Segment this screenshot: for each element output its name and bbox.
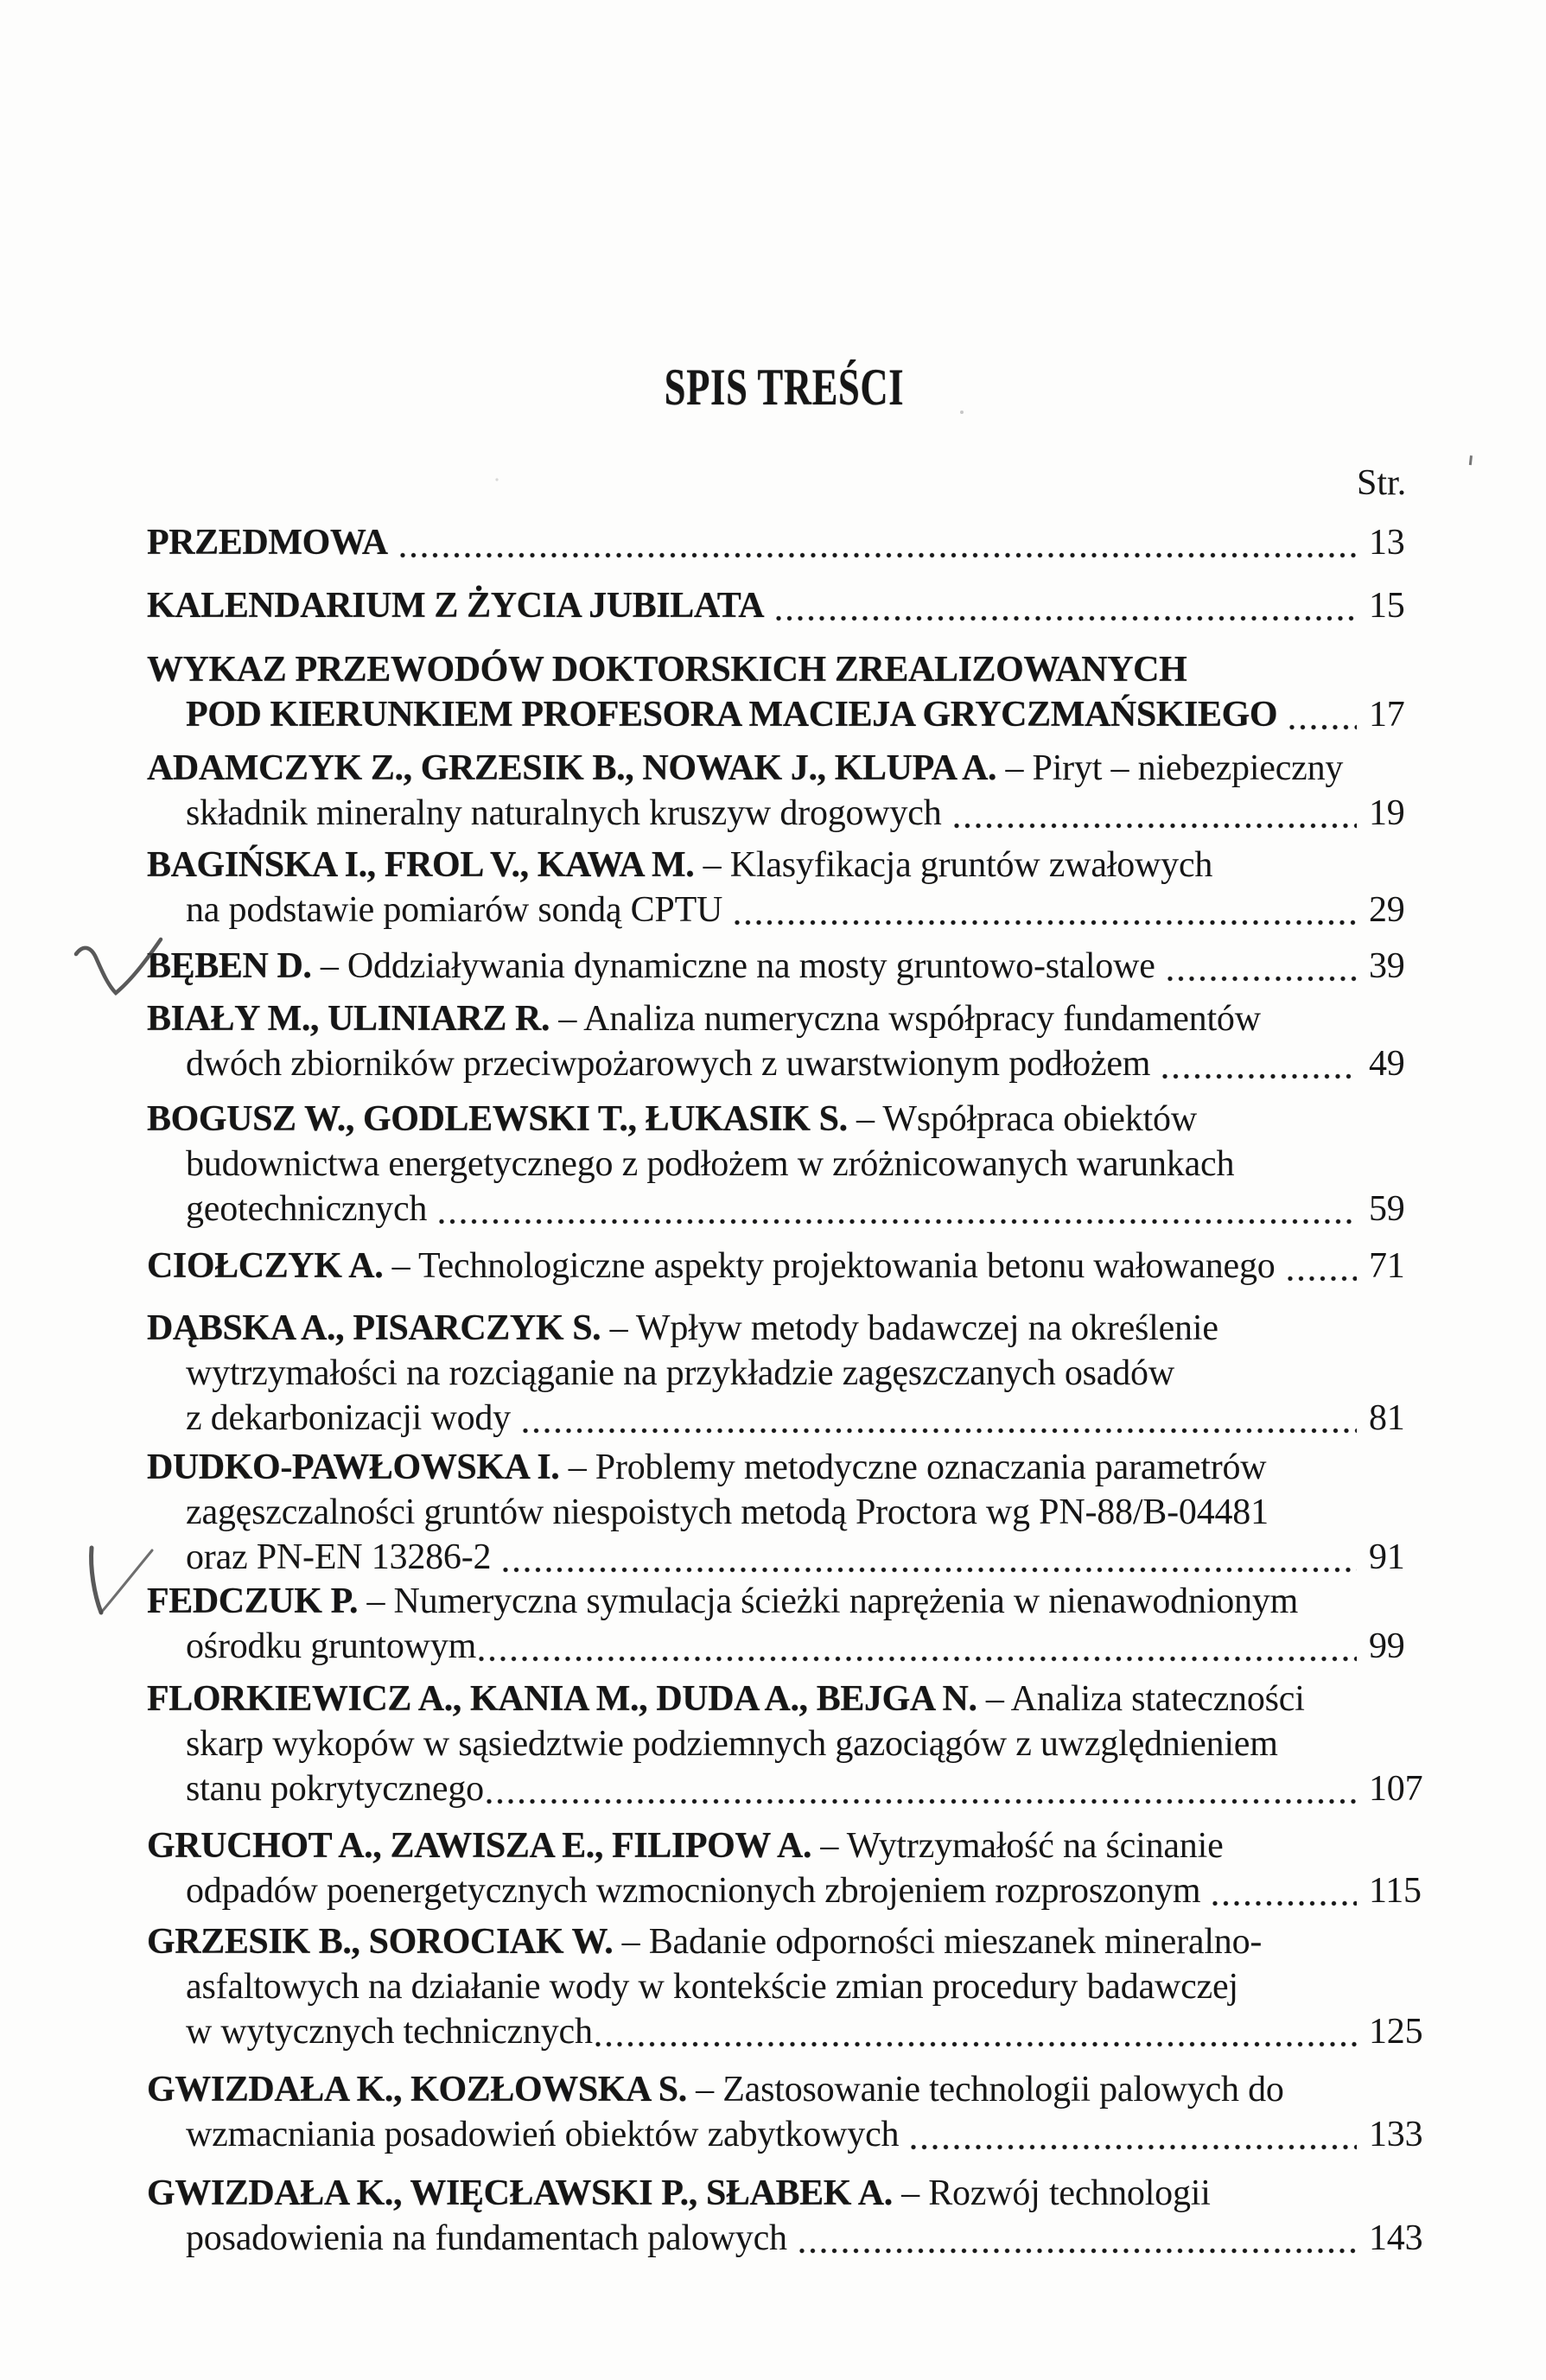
dot-leader: [522, 1427, 1357, 1435]
toc-entry: [147, 1677, 1429, 1811]
entry-text: [147, 1099, 1197, 1139]
entry-title-text: – Oddziaływania dynamiczne na mosty gruntowo-stalowe: [311, 946, 1155, 986]
page-title: SPIS TREŚCI: [664, 359, 905, 416]
toc-entry: [147, 1579, 1429, 1669]
entry-line: [147, 944, 1429, 989]
entry-line: [147, 1306, 1429, 1351]
entry-text: [147, 1922, 1262, 1962]
entry-title-text: dwóch zbiorników przeciwpożarowych z uwarstwionym podłożem: [186, 1044, 1151, 1084]
entry-text: [186, 1766, 484, 1811]
dot-leader: [1161, 1072, 1357, 1080]
entry-line: [147, 1097, 1429, 1142]
entry-authors: GRUCHOT A., ZAWISZA E., FILIPOW A.: [147, 1826, 812, 1866]
entry-text: [147, 650, 1187, 690]
entry-text: [186, 1868, 1200, 1913]
entry-title-text: – Analiza numeryczna współpracy fundamentów: [550, 999, 1261, 1039]
entry-line: [147, 888, 1429, 932]
dot-leader: [502, 1566, 1357, 1574]
entry-title-text: – Współpraca obiektów: [847, 1099, 1197, 1139]
entry-line: [147, 2216, 1429, 2261]
toc-entry: [147, 1306, 1429, 1441]
entry-authors: DĄBSKA A., PISARCZYK S.: [147, 1308, 601, 1348]
entry-authors: BIAŁY M., ULINIARZ R.: [147, 999, 550, 1039]
entry-text: [147, 2070, 1284, 2110]
entry-line: [147, 843, 1429, 888]
toc-entry: [147, 1823, 1429, 1913]
toc-entry: [147, 2067, 1429, 2157]
entry-title-text: budownictwa energetycznego z podłożem w zróżnicowanych warunkach: [186, 1144, 1235, 1184]
entry-text: [186, 692, 1277, 737]
entry-line: [147, 1041, 1429, 1086]
entry-line: [147, 791, 1429, 836]
entry-line: [147, 1351, 1429, 1396]
toc-entry: [147, 996, 1429, 1086]
dot-leader: [1288, 723, 1357, 731]
entry-title-text: oraz PN-EN 13286-2: [186, 1537, 492, 1577]
entry-text: [147, 2173, 1211, 2213]
entry-text: [147, 845, 1212, 885]
entry-title-text: wytrzymałości na rozciąganie na przykładzie zagęszczanych osadów: [186, 1353, 1174, 1393]
dot-leader: [953, 822, 1357, 830]
entry-line: [147, 692, 1429, 737]
entry-line: [147, 647, 1429, 692]
entry-text: [186, 1187, 427, 1231]
handwritten-checkmark-2: [92, 1548, 101, 1613]
entry-title-text: – Numeryczna symulacja ścieżki naprężenia w nienawodnionym: [358, 1581, 1299, 1621]
entry-text: [186, 1967, 1238, 2007]
entry-line: [147, 2067, 1429, 2112]
page-number: 13: [1369, 523, 1405, 563]
entry-title-text: zagęszczalności gruntów niespoistych metodą Proctora wg PN-88/B-04481: [186, 1492, 1269, 1532]
dot-leader: [798, 2247, 1357, 2255]
dot-leader: [734, 919, 1357, 926]
entry-text: [186, 2009, 593, 2054]
dot-leader: [910, 2143, 1357, 2151]
entry-line: [147, 1868, 1429, 1913]
page-number: 125: [1369, 2012, 1423, 2052]
entry-authors: GWIZDAŁA K., WIĘCŁAWSKI P., SŁABEK A.: [147, 2173, 893, 2213]
entry-text: [147, 748, 1343, 788]
entry-line: [147, 1721, 1429, 1766]
entry-text: [186, 1144, 1234, 1184]
entry-title-text: skarp wykopów w sąsiedztwie podziemnych gazociągów z uwzględnieniem: [186, 1724, 1278, 1764]
scan-speck: [1469, 455, 1473, 465]
entry-title-text: składnik mineralny naturalnych kruszyw drogowych: [186, 793, 942, 833]
page-number: 19: [1369, 793, 1405, 833]
dot-leader: [478, 1655, 1357, 1663]
scan-speck: [495, 478, 498, 480]
entry-authors: FLORKIEWICZ A., KANIA M., DUDA A., BEJGA N.: [147, 1679, 977, 1719]
entry-line: [147, 1823, 1429, 1868]
entry-text: [186, 2112, 899, 2157]
entry-title-text: asfaltowych na działanie wody w kontekście zmian procedury badawczej: [186, 1967, 1238, 2007]
toc-entry: [147, 1919, 1429, 2054]
entry-title-text: stanu pokrytycznego: [186, 1769, 484, 1809]
entry-line: [147, 2009, 1429, 2054]
toc-entry: [147, 746, 1429, 836]
entry-line: [147, 1244, 1429, 1289]
entry-line: [147, 1187, 1429, 1231]
page-title-row: [0, 359, 1546, 416]
dot-leader: [438, 1218, 1357, 1225]
entry-text: [147, 1826, 1224, 1866]
entry-authors: FEDCZUK P.: [147, 1581, 359, 1621]
dot-leader: [1167, 975, 1357, 983]
toc-entry: [147, 944, 1429, 989]
toc-entry: [147, 520, 1429, 565]
entry-line: [147, 746, 1429, 791]
entry-text: [186, 2216, 787, 2261]
entry-authors: GRZESIK B., SOROCIAK W.: [147, 1922, 614, 1962]
entry-text: [186, 1353, 1174, 1393]
dot-leader: [486, 1798, 1357, 1805]
entry-authors: KALENDARIUM Z ŻYCIA JUBILATA: [147, 586, 765, 626]
entry-text: [186, 1041, 1150, 1086]
entry-line: [147, 1396, 1429, 1441]
entry-text: [186, 1492, 1269, 1532]
handwritten-checkmark-2-tail: [101, 1550, 152, 1613]
entry-text: [186, 888, 722, 932]
entry-title-text: wzmacniania posadowień obiektów zabytkowych: [186, 2115, 900, 2154]
entry-authors: WYKAZ PRZEWODÓW DOKTORSKICH ZREALIZOWANYCH: [147, 650, 1187, 690]
entry-title-text: – Zastosowanie technologii palowych do: [686, 2070, 1284, 2110]
entry-title-text: – Piryt – niebezpieczny: [996, 748, 1344, 788]
entry-title-text: – Problemy metodyczne oznaczania parametrów: [559, 1448, 1267, 1487]
dot-leader: [399, 551, 1357, 559]
entry-text: [147, 520, 388, 565]
entry-line: [147, 996, 1429, 1041]
toc-entry: [147, 2171, 1429, 2261]
entry-title-text: – Analiza stateczności: [977, 1679, 1305, 1719]
page-number: 115: [1369, 1871, 1422, 1911]
entry-text: [147, 999, 1261, 1039]
entry-line: [147, 520, 1429, 565]
toc-entry: [147, 1097, 1429, 1231]
page-number: 49: [1369, 1044, 1405, 1084]
entry-line: [147, 1535, 1429, 1580]
entry-authors: GWIZDAŁA K., KOZŁOWSKA S.: [147, 2070, 687, 2110]
entry-authors: BĘBEN D.: [147, 946, 312, 986]
entry-title-text: – Wpływ metody badawczej na określenie: [601, 1308, 1218, 1348]
page-number: 107: [1369, 1769, 1423, 1809]
entry-text: [147, 944, 1155, 989]
page-number: 91: [1369, 1537, 1405, 1577]
entry-line: [147, 1766, 1429, 1811]
toc-entry: [147, 583, 1429, 628]
entry-line: [147, 1490, 1429, 1535]
entry-authors: ADAMCZYK Z., GRZESIK B., NOWAK J., KLUPA A.: [147, 748, 997, 788]
entry-authors: BOGUSZ W., GODLEWSKI T., ŁUKASIK S.: [147, 1099, 848, 1139]
entry-line: [147, 1445, 1429, 1490]
entry-title-text: – Technologiczne aspekty projektowania betonu wałowanego: [383, 1246, 1276, 1286]
toc-entry: [147, 1244, 1429, 1289]
dot-leader: [1212, 1900, 1357, 1907]
entry-title-text: – Rozwój technologii: [892, 2173, 1211, 2213]
entry-title-text: – Badanie odporności mieszanek mineralno-: [613, 1922, 1263, 1962]
entry-authors: CIOŁCZYK A.: [147, 1246, 384, 1286]
page-number: 99: [1369, 1626, 1405, 1666]
entry-title-text: – Wytrzymałość na ścinanie: [811, 1826, 1224, 1866]
page-number: 143: [1369, 2218, 1423, 2258]
entry-text: [147, 1448, 1266, 1487]
entry-title-text: posadowienia na fundamentach palowych: [186, 2218, 787, 2258]
page-number: 17: [1369, 695, 1405, 735]
entry-title-text: odpadów poenergetycznych wzmocnionych zbrojeniem rozproszonym: [186, 1871, 1201, 1911]
entry-title-text: w wytycznych technicznych: [186, 2012, 593, 2052]
entry-authors: BAGIŃSKA I., FROL V., KAWA M.: [147, 845, 695, 885]
page-number: 29: [1369, 890, 1405, 930]
entry-title-text: ośrodku gruntowym: [186, 1626, 477, 1666]
toc-entry: [147, 843, 1429, 932]
entry-text: [186, 791, 942, 836]
page-number: 81: [1369, 1398, 1405, 1438]
entry-line: [147, 1579, 1429, 1624]
dot-leader: [1287, 1275, 1357, 1282]
entry-line: [147, 1919, 1429, 1964]
entry-text: [147, 583, 764, 628]
entry-authors: DUDKO-PAWŁOWSKA I.: [147, 1448, 560, 1487]
page-number: 133: [1369, 2115, 1423, 2154]
entry-title-text: – Klasyfikacja gruntów zwałowych: [694, 845, 1213, 885]
toc-entry: [147, 647, 1429, 737]
dot-leader: [595, 2040, 1357, 2048]
page-number: 59: [1369, 1189, 1405, 1229]
entry-text: [186, 1396, 511, 1441]
toc-entry: [147, 1445, 1429, 1580]
entry-text: [147, 1679, 1305, 1719]
entry-title-text: na podstawie pomiarów sondą CPTU: [186, 890, 723, 930]
entry-text: [186, 1724, 1278, 1764]
entry-authors: POD KIERUNKIEM PROFESORA MACIEJA GRYCZMAŃSKIEGO: [186, 695, 1278, 735]
entry-line: [147, 2171, 1429, 2216]
entry-line: [147, 1964, 1429, 2009]
page-number: 15: [1369, 586, 1405, 626]
entry-line: [147, 2112, 1429, 2157]
entry-title-text: z dekarbonizacji wody: [186, 1398, 511, 1438]
entry-text: [186, 1624, 476, 1669]
entry-text: [186, 1535, 491, 1580]
entry-title-text: geotechnicznych: [186, 1189, 428, 1229]
dot-leader: [775, 614, 1357, 622]
page-number: 39: [1369, 946, 1405, 986]
entry-line: [147, 1624, 1429, 1669]
entry-line: [147, 583, 1429, 628]
page-number: 71: [1369, 1246, 1405, 1286]
entry-line: [147, 1142, 1429, 1187]
entry-line: [147, 1677, 1429, 1721]
entry-authors: PRZEDMOWA: [147, 523, 388, 563]
entry-text: [147, 1244, 1276, 1289]
entry-text: [147, 1308, 1218, 1348]
page-column-header: Str.: [1357, 463, 1407, 503]
entry-text: [147, 1581, 1298, 1621]
